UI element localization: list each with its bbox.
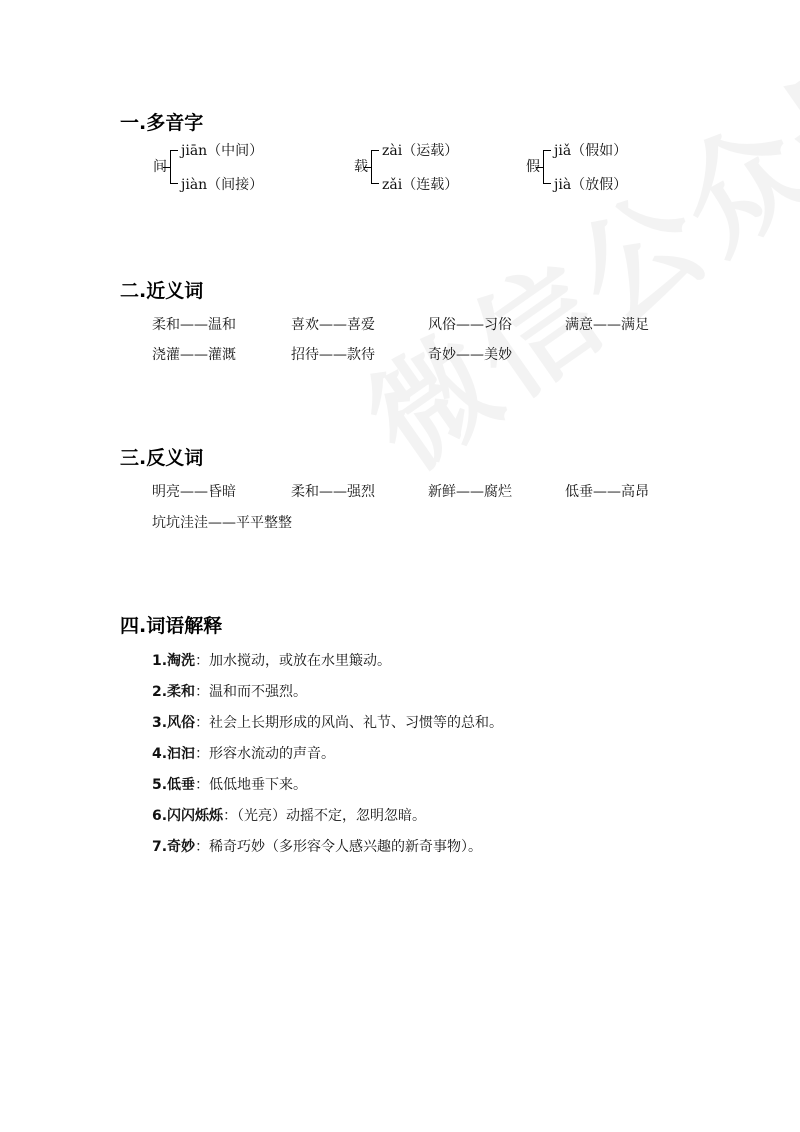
definition-term: 2.柔和 xyxy=(152,684,196,700)
synonym-pair: 招待——款待 xyxy=(291,347,375,363)
definition-item xyxy=(152,805,426,825)
polyphonic-group-jian xyxy=(153,142,353,192)
polyphonic-group-zai xyxy=(354,142,554,192)
synonym-pair: 满意——满足 xyxy=(565,317,649,333)
definition-item xyxy=(152,836,482,856)
definition-item xyxy=(152,681,307,701)
synonym-pair: 风俗——习俗 xyxy=(428,317,512,333)
definition-text: ：社会上长期形成的风尚、礼节、习惯等的总和。 xyxy=(195,715,504,731)
brace-icon xyxy=(543,150,552,184)
section-title-synonyms: 二.近义词 xyxy=(120,280,204,302)
brace-icon xyxy=(371,150,380,184)
definition-item xyxy=(152,650,391,670)
definition-term: 6.闪闪烁烁 xyxy=(152,808,224,824)
reading-1: jiǎ（假如） xyxy=(554,143,628,159)
reading-1: jiān（中间） xyxy=(181,143,264,159)
synonym-pair: 奇妙——美妙 xyxy=(428,347,512,363)
polyphonic-group-jia xyxy=(526,142,726,192)
antonym-pair: 低垂——高昂 xyxy=(565,484,649,500)
definition-item xyxy=(152,774,307,794)
section-title-definitions: 四.词语解释 xyxy=(120,615,223,637)
definition-text: ：稀奇巧妙（多形容令人感兴趣的新奇事物）。 xyxy=(195,839,483,855)
definition-term: 5.低垂 xyxy=(152,777,196,793)
synonym-pair: 柔和——温和 xyxy=(152,317,236,333)
polyphonic-char: 间 xyxy=(153,159,167,175)
antonym-pair: 新鲜——腐烂 xyxy=(428,484,512,500)
definition-item xyxy=(152,712,503,732)
synonym-pair: 喜欢——喜爱 xyxy=(291,317,375,333)
definition-text: ：温和而不强烈。 xyxy=(195,684,308,700)
polyphonic-char: 载 xyxy=(354,159,368,175)
definition-term: 7.奇妙 xyxy=(152,839,196,855)
definition-text: ：低低地垂下来。 xyxy=(195,777,308,793)
definition-term: 1.淘洗 xyxy=(152,653,196,669)
synonym-pair: 浇灌——灌溉 xyxy=(152,347,236,363)
definition-text: ：（光亮）动摇不定，忽明忽暗。 xyxy=(223,808,427,824)
section-title-polyphonic: 一.多音字 xyxy=(120,112,204,134)
reading-2: jià（放假） xyxy=(554,177,628,193)
reading-2: jiàn（间接） xyxy=(181,177,264,193)
antonym-pair: 明亮——昏暗 xyxy=(152,484,236,500)
definition-text: ：形容水流动的声音。 xyxy=(195,746,336,762)
reading-1: zài（运载） xyxy=(382,143,459,159)
reading-2: zǎi（连载） xyxy=(382,177,459,193)
brace-icon xyxy=(170,150,179,184)
watermark xyxy=(330,0,800,501)
polyphonic-char: 假 xyxy=(526,159,540,175)
antonym-pair: 坑坑洼洼——平平整整 xyxy=(152,515,292,531)
definition-item xyxy=(152,743,335,763)
definition-term: 4.汩汩 xyxy=(152,746,196,762)
section-title-antonyms: 三.反义词 xyxy=(120,447,204,469)
antonym-pair: 柔和——强烈 xyxy=(291,484,375,500)
definition-term: 3.风俗 xyxy=(152,715,196,731)
definition-text: ：加水搅动，或放在水里簸动。 xyxy=(195,653,392,669)
